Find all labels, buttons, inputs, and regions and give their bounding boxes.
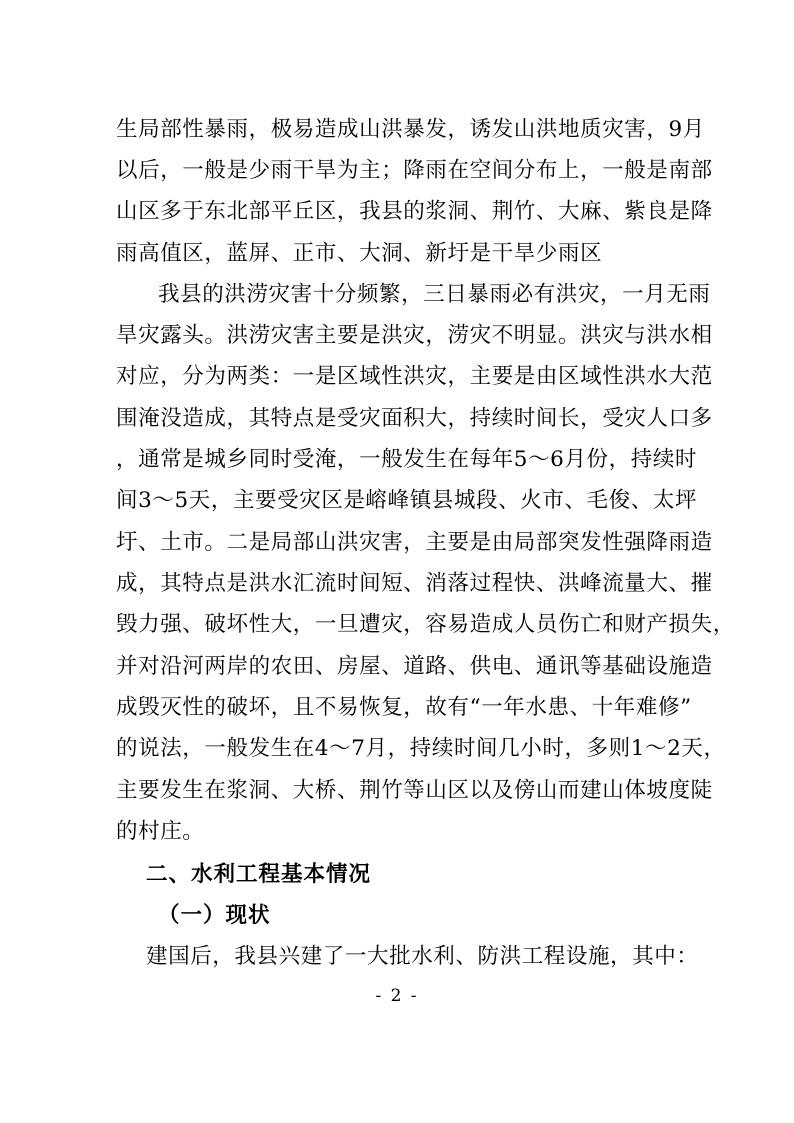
paragraph1-line: 雨高值区，蓝屏、正市、大洞、新圩是干旱少雨区 bbox=[116, 241, 603, 266]
paragraph1-line: 以后，一般是少雨干旱为主；降雨在空间分布上，一般是南部 bbox=[116, 158, 713, 183]
paragraph2-line: 成毁灭性的破坏，且不易恢复，故有“一年水患、十年难修” bbox=[116, 695, 692, 720]
paragraph1-line: 生局部性暴雨，极易造成山洪暴发，诱发山洪地质灾害，9月 bbox=[116, 117, 705, 142]
paragraph2-line: 的说法，一般发生在4～7月，持续时间几小时，多则1～2天， bbox=[116, 736, 726, 761]
paragraph2-line: 圩、土市。二是局部山洪灾害，主要是由局部突发性强降雨造 bbox=[116, 530, 713, 555]
paragraph2-line: 我县的洪涝灾害十分频繁，三日暴雨必有洪灾，一月无雨 bbox=[158, 282, 711, 307]
paragraph2-line: 成，其特点是洪水汇流时间短、消落过程快、洪峰流量大、摧 bbox=[116, 571, 713, 596]
paragraph2-line: 主要发生在浆洞、大桥、荆竹等山区以及傍山而建山体坡度陡 bbox=[116, 778, 713, 803]
paragraph2-line: 对应，分为两类：一是区域性洪灾，主要是由区域性洪水大范 bbox=[116, 364, 713, 389]
paragraph2-line: 的村庄。 bbox=[116, 819, 205, 844]
paragraph2-line: 毁力强、破坏性大，一旦遭灾，容易造成人员伤亡和财产损失， bbox=[116, 612, 735, 637]
paragraph3-line: 建国后，我县兴建了一大批水利、防洪工程设施，其中： bbox=[146, 944, 699, 969]
paragraph1-line: 山区多于东北部平丘区，我县的浆洞、荆竹、大麻、紫良是降 bbox=[116, 199, 713, 224]
paragraph2-line: ，通常是城乡同时受淹，一般发生在每年5～6月份，持续时 bbox=[116, 447, 698, 472]
paragraph2-line: 间3～5天，主要受灾区是嵱峰镇县城段、火市、毛俊、太坪 bbox=[116, 488, 698, 513]
page-number: - 2 - bbox=[375, 986, 419, 1006]
paragraph2-line: 并对沿河两岸的农田、房屋、道路、供电、通讯等基础设施造 bbox=[116, 654, 713, 679]
section-heading: 二、水利工程基本情况 bbox=[146, 862, 372, 887]
paragraph2-line: 围淹没造成，其特点是受灾面积大，持续时间长，受灾人口多 bbox=[116, 406, 713, 431]
subsection-heading: （一）现状 bbox=[158, 903, 271, 928]
paragraph2-line: 旱灾露头。洪涝灾害主要是洪灾，涝灾不明显。洪灾与洪水相 bbox=[116, 323, 713, 348]
